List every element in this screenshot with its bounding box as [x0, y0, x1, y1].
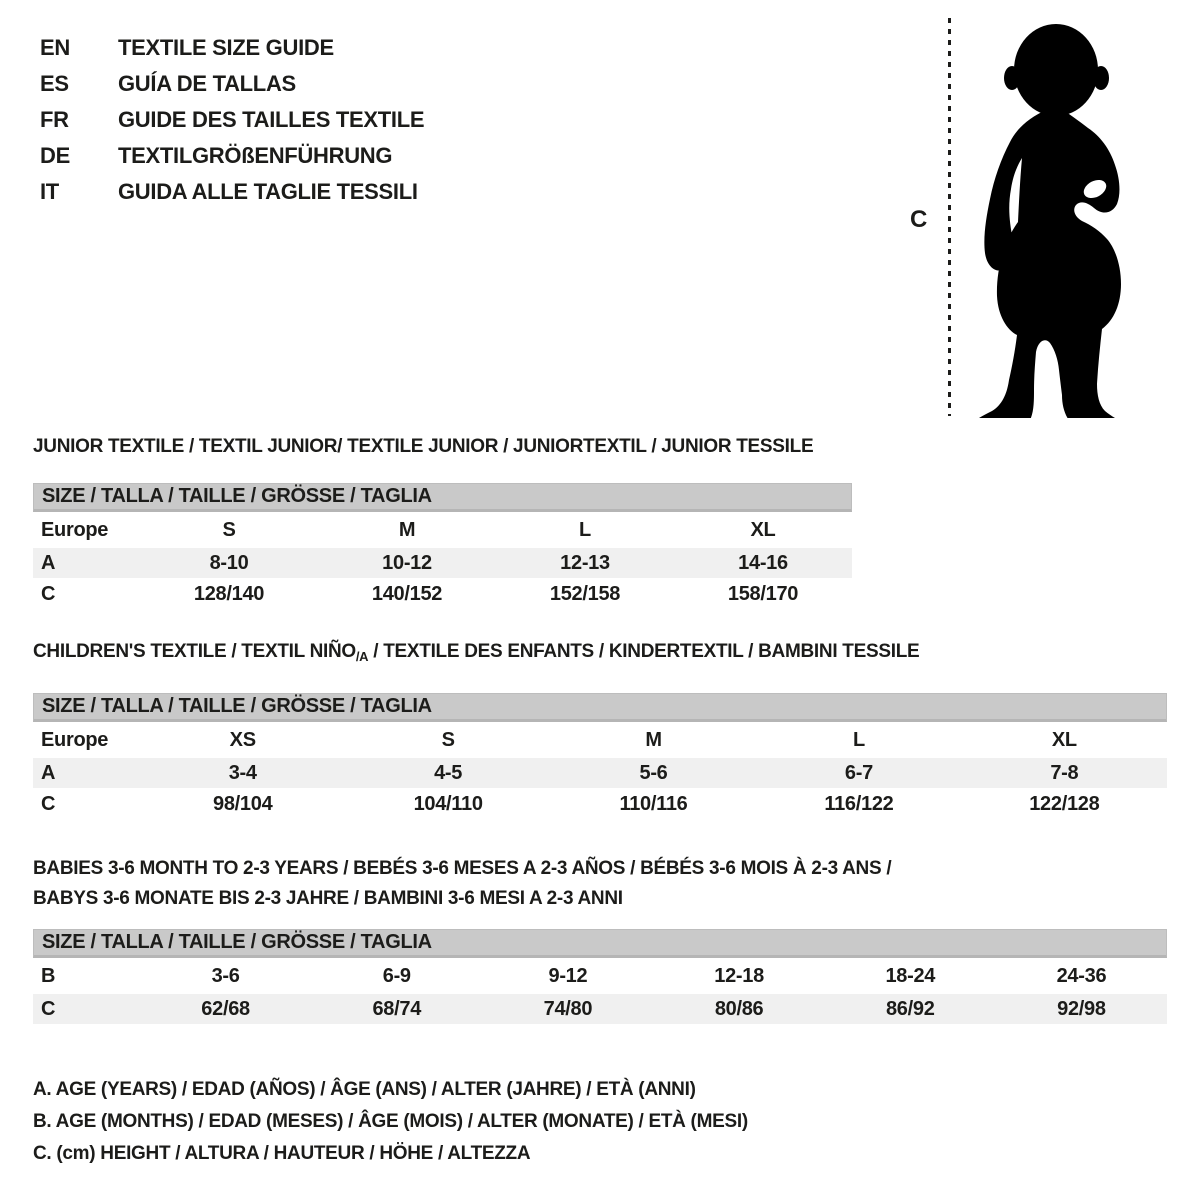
babies-title-line-1: BABIES 3-6 MONTH TO 2-3 YEARS / BEBÉS 3-6 MESES A 2-3 AÑOS / BÉBÉS 3-6 MOIS À 2-3 ANS / [33, 858, 892, 879]
table-cell: 3-6 [211, 964, 240, 987]
table-cell: 140/152 [371, 582, 443, 605]
table-cell: 12-18 [714, 964, 764, 987]
language-code: IT [40, 179, 59, 204]
table-cell: 98/104 [213, 792, 273, 815]
children-size-table [33, 722, 1167, 820]
table-cell: M [398, 518, 416, 541]
row-label: B [41, 964, 56, 987]
section-children-textile [33, 642, 1167, 820]
table-row [33, 548, 852, 578]
guide-title-es: GUÍA DE TALLAS [118, 71, 296, 96]
language-code: ES [40, 71, 69, 96]
table-cell: 6-7 [844, 761, 873, 784]
language-code: EN [40, 35, 70, 60]
table-cell: M [645, 728, 662, 751]
guide-title-de: TEXTILGRÖßENFÜHRUNG [118, 143, 393, 168]
junior-size-table [33, 512, 852, 610]
row-label: A [41, 761, 56, 784]
table-cell: 122/128 [1029, 792, 1100, 815]
babies-size-table [33, 958, 1167, 1024]
section-babies-textile [33, 854, 1167, 1024]
row-label: C [41, 997, 56, 1020]
table-row [33, 994, 1167, 1024]
table-cell: XS [229, 728, 256, 751]
language-code: FR [40, 107, 69, 132]
children-title-before: CHILDREN'S TEXTILE / TEXTIL NIÑO [33, 641, 356, 662]
table-row [33, 578, 852, 610]
table-cell: 6-9 [382, 964, 411, 987]
row-label: A [41, 551, 56, 574]
section-title-children [33, 642, 1167, 666]
table-cell: 4-5 [434, 761, 463, 784]
table-cell: XL [1051, 728, 1077, 751]
table-row [33, 758, 1167, 788]
table-cell: 68/74 [372, 997, 422, 1020]
height-measure-dashed-line [948, 18, 951, 416]
babies-title-line-2: BABYS 3-6 MONATE BIS 2-3 JAHRE / BAMBINI 3-6 MESI A 2-3 ANNI [33, 888, 623, 909]
measurement-legend [33, 1074, 1167, 1170]
table-cell: L [852, 728, 865, 751]
size-header-bar: SIZE / TALLA / TAILLE / GRÖSSE / TAGLIA [33, 483, 852, 512]
table-cell: 104/110 [413, 792, 483, 815]
table-cell: 128/140 [193, 582, 265, 605]
legend-age-years: A. AGE (YEARS) / EDAD (AÑOS) / ÂGE (ANS) / ALTER (JAHRE) / ETÀ (ANNI) [33, 1079, 696, 1100]
toddler-silhouette-icon [963, 18, 1141, 418]
guide-title-it: GUIDA ALLE TAGLIE TESSILI [118, 179, 418, 204]
section-junior-textile [33, 437, 1167, 610]
size-header-bar: SIZE / TALLA / TAILLE / GRÖSSE / TAGLIA [33, 693, 1167, 722]
size-header-bar: SIZE / TALLA / TAILLE / GRÖSSE / TAGLIA [33, 929, 1167, 958]
height-measure-label: C [910, 206, 928, 233]
table-cell: 116/122 [824, 792, 894, 815]
language-row [40, 30, 424, 66]
legend-age-months: B. AGE (MONTHS) / EDAD (MESES) / ÂGE (MOIS) / ALTER (MONATE) / ETÀ (MESI) [33, 1111, 748, 1132]
table-cell: 92/98 [1057, 997, 1106, 1020]
table-cell: 158/170 [727, 582, 799, 605]
table-cell: 5-6 [639, 761, 668, 784]
table-row [33, 788, 1167, 820]
table-cell: 8-10 [209, 551, 249, 574]
table-cell: 14-16 [738, 551, 788, 574]
row-label: Europe [41, 518, 109, 541]
table-cell: S [441, 728, 455, 751]
section-title-babies [33, 854, 1167, 914]
row-label: C [41, 582, 56, 605]
table-cell: L [579, 518, 591, 541]
table-row [33, 958, 1167, 994]
table-cell: 24-36 [1056, 964, 1107, 987]
guide-title-fr: GUIDE DES TAILLES TEXTILE [118, 107, 425, 132]
table-cell: 10-12 [382, 551, 432, 574]
table-cell: 152/158 [549, 582, 621, 605]
language-row [40, 138, 424, 174]
table-row [33, 722, 1167, 758]
language-code: DE [40, 143, 70, 168]
row-label: Europe [41, 728, 109, 751]
table-cell: 74/80 [543, 997, 593, 1020]
table-cell: S [222, 518, 236, 541]
table-cell: 7-8 [1050, 761, 1079, 784]
table-cell: 12-13 [560, 551, 610, 574]
section-title-junior: JUNIOR TEXTILE / TEXTIL JUNIOR/ TEXTILE JUNIOR / JUNIORTEXTIL / JUNIOR TESSILE [33, 436, 814, 457]
language-list [40, 30, 424, 210]
language-row [40, 174, 424, 210]
children-title-after: / TEXTILE DES ENFANTS / KINDERTEXTIL / BAMBINI TESSILE [368, 641, 920, 662]
table-row [33, 512, 852, 548]
row-label: C [41, 792, 56, 815]
table-cell: 80/86 [714, 997, 764, 1020]
table-cell: 9-12 [548, 964, 588, 987]
table-cell: 18-24 [885, 964, 936, 987]
table-cell: XL [750, 518, 776, 541]
table-cell: 62/68 [201, 997, 250, 1020]
table-cell: 3-4 [228, 761, 257, 784]
header-area [0, 0, 1200, 420]
table-cell: 110/116 [619, 792, 688, 815]
children-title-sub: /A [355, 649, 369, 664]
legend-height-cm: C. (cm) HEIGHT / ALTURA / HAUTEUR / HÖHE / ALTEZZA [33, 1143, 531, 1164]
language-row [40, 66, 424, 102]
language-row [40, 102, 424, 138]
guide-title-en: TEXTILE SIZE GUIDE [118, 35, 334, 60]
table-cell: 86/92 [885, 997, 935, 1020]
